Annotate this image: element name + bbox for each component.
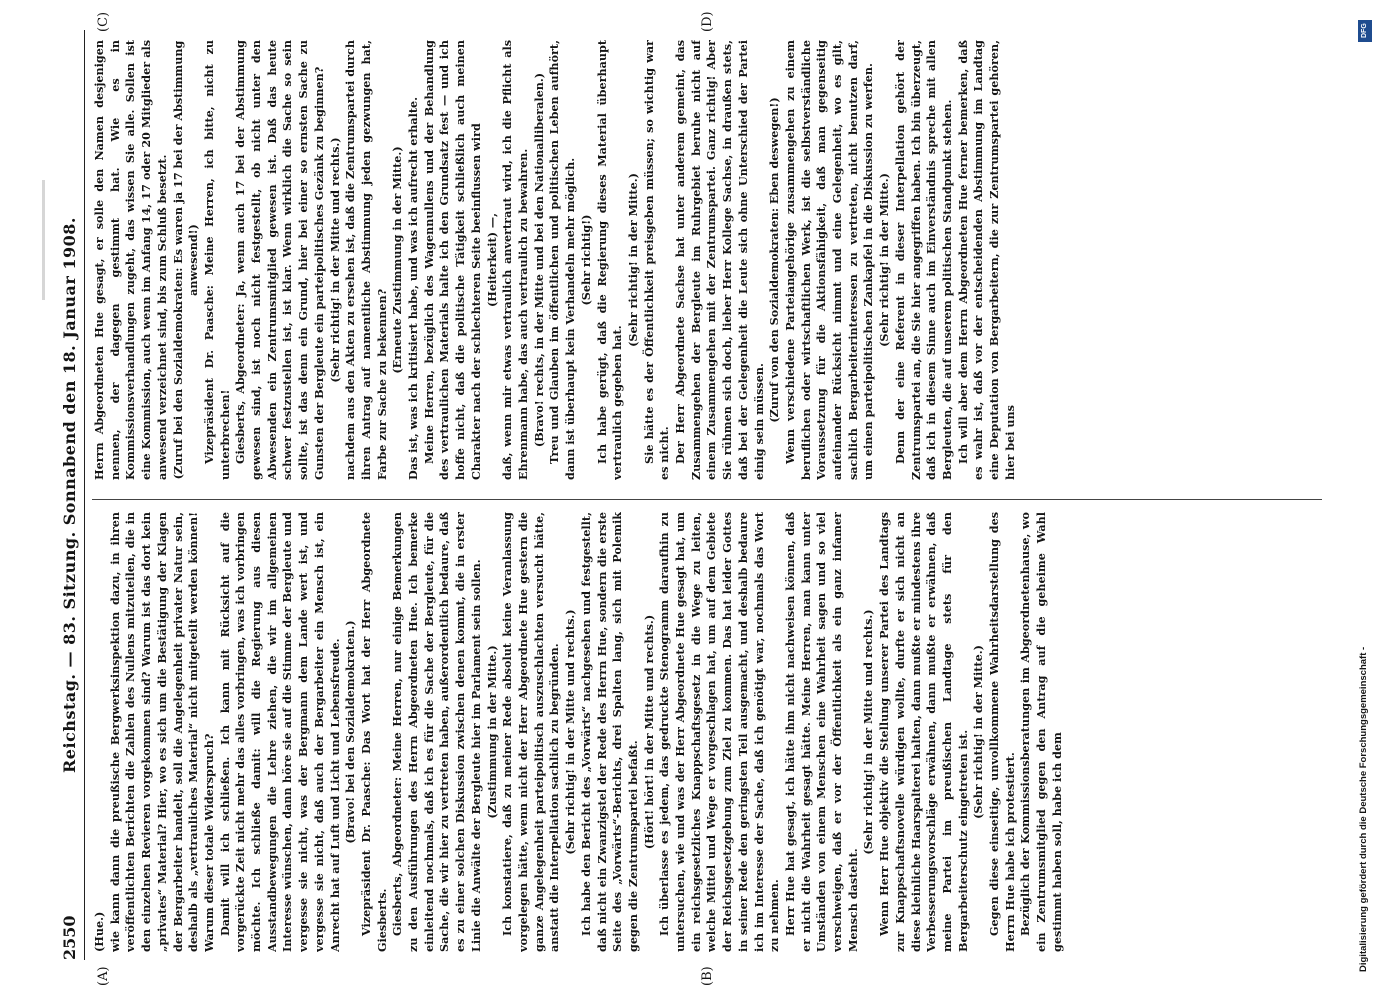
page-title: Reichstag. — 83. Sitzung. Sonnabend den 18. Januar 1908. (60, 217, 79, 773)
paragraph: Denn der eine Referent in dieser Interpellation gehört der Zentrumspartei an, die Sie hier angegriffen haben. Ich bin überzeugt, daß ich in diesem Sinne auch im Einverständnis spreche mit allen Bergleuten, die auf unserem politischen Standpunkt stehen. (892, 40, 954, 480)
interjection: (Bravo! rechts, in der Mitte und bei den Nationalliberalen.) (531, 72, 546, 448)
paragraph: Giesberts, Abgeordneter: Ja, wenn auch 17 bei der Abstimmung gewesen sind, ist noch nicht festgestellt, ob nicht unter den Abwesenden ein Zentrumsmitglied gewesen ist. Daß das heute schwer festzustellen ist, ist klar. Wenn wirklich die Sache so sein sollte, ist das denn ein Grund, hier bei einer so ernsten Sache zu Gunsten der Bergleute ein parteipolitisches Gezänk zu beginnen? (233, 40, 326, 480)
paragraph: Ich konstatiere, daß zu meiner Rede absolut keine Veranlassung vorgelegen hätte, wenn nicht der Herr Abgeordnete Hue gestern die ganze Angelegenheit parteipolitisch auszuschlachten versucht hätte, anstatt die Interpellation sachlich zu begründen. (500, 512, 562, 952)
paragraph: daß, wenn mir etwas vertraulich anvertraut wird, ich die Pflicht als Ehrenmann habe, das auch vertraulich zu bewahren. (500, 40, 530, 480)
margin-marker-a: (A) (96, 966, 111, 986)
credit-text: Digitalisierung gefördert durch die Deutsche Forschungsgemeinschaft - (1358, 646, 1369, 972)
page-number: 2550 (60, 915, 79, 960)
dfg-logo-icon: DFG (1358, 20, 1372, 42)
interjection: (Sehr richtig! in der Mitte.) (625, 173, 640, 347)
interjection: (Zustimmung in der Mitte.) (484, 645, 499, 819)
paragraph: Giesberts, Abgeordneter: Meine Herren, nur einige Bemerkungen zu den Ausführungen des Herrn Abgeordneten Hue. Ich bemerke einleitend nochmals, daß ich es für die Sache der Bergleute, für die Sache, die wir hier zu vertreten haben, außerordentlich bedaure, daß es zu einer solchen Diskussion zwischen denen kommt, die in erster Linie die Anwälte der Bergleute hier im Parlament sein sollen. (390, 512, 483, 952)
interjection: (Zuruf bei den Sozialdemokraten: Es waren ja 17 bei der Abstimmung anwesend!) (170, 40, 201, 480)
interjection: (Heiterkeit) —, (484, 213, 499, 307)
paragraph: Ich überlasse es jedem, das gedruckte Stenogramm daraufhin zu untersuchen, wie und was der Herr Abgeordnete Hue gesagt hat, um ein reichsgesetzliches Knappschaftsgesetz in die Wege zu leiten, welche Mittel und Wege er vorgeschlagen hat, um auf dem Gebiete der Reichsgesetzgebung zum Ziel zu kommen. Das hat leider Gottes in seiner Rede den geringsten Teil ausgemacht, und deshalb bedaure ich im Interesse der Sache, daß ich genötigt war, nochmals das Wort zu nehmen. (657, 512, 782, 952)
paragraph: Ich habe den Bericht des „Vorwärts“ nachgesehen und festgestellt, daß nicht ein Zwanzigstel der Rede des Herrn Hue, sondern die erste Seite des „Vorwärts“-Berichts, drei Spalten lang, sich mit Polemik gegen die Zentrumspartei befaßt. (578, 512, 640, 952)
column-divider (92, 499, 1322, 500)
paragraph: Wenn verschiedene Parteiangehörige zusammengehen zu einem beruflichen oder wirtschaftlichen Werk, ist die selbstverständliche Voraussetzung für die Aktionsfähigkeit, daß man gegenseitig aufeinander Rücksicht nimmt und eine Gelegenheit, wo es gilt, sachlich Bergarbeiterinteressen zu vertreten, nicht benutzen darf, um einen parteipolitischen Zankapfel in die Diskussion zu werfen. (782, 40, 876, 480)
page-header (58, 30, 85, 960)
interjection: (Hört! hört! in der Mitte und rechts.) (641, 614, 656, 850)
interjection: (Sehr richtig! in der Mitte.) (877, 173, 892, 347)
right-text-column (92, 40, 1322, 480)
margin-marker-b: (B) (700, 966, 715, 986)
paragraph: Sie hätte es der Öffentlichkeit preisgeben müssen; so wichtig war es nicht. (641, 40, 672, 480)
paragraph: Meine Herren, bezüglich des Wagennullens und der Behandlung des vertraulichen Materials halte ich den Grundsatz fest — und ich hoffe nicht, daß die politische Tätigkeit schließlich auch meinen Charakter nach der schlechteren Seite beeinflussen wird (421, 40, 483, 480)
paragraph: Herrn Abgeordneten Hue gesagt, er solle den Namen desjenigen nennen, der dagegen gestimmt hat. Wie es in Kommissionsverhandlungen zugeht, das wissen Sie alle. Sollen ist eine Kommission, auch wenn im Anfang 14, 17 oder 20 Mitglieder als anwesend verzeichnet sind, bis zum Schluß besetzt. (92, 40, 169, 480)
scan-smudge (42, 180, 45, 300)
paragraph: wie kann dann die preußische Bergwerksinspektion dazu, in ihren veröffentlichten Berichten die Zahlen des Nullens mitzuteilen, die in den einzelnen Revieren vorgekommen sind? Warum ist das dort kein „privates“ Material? Hier, wo es sich um die Bestätigung der Klagen der Bergarbeiter handelt, soll die Angelegenheit privater Natur sein, deshalb als „vertrauliches Material“ nicht mitgeteilt werden können! Warum dieser totale Widerspruch? (107, 512, 216, 952)
paragraph: Treu und Glauben im öffentlichen und politischen Leben aufhört, dann ist überhaupt kein Verhandeln mehr möglich. (547, 40, 578, 480)
digitization-credit (1358, 12, 1372, 992)
left-text-column (92, 512, 1322, 952)
interjection: (Bravo! bei den Sozialdemokraten.) (343, 620, 358, 844)
paragraph: Vizepräsident Dr. Paasche: Meine Herren, ich bitte, nicht zu unterbrechen! (201, 40, 232, 480)
margin-marker-c: (C) (96, 11, 111, 32)
interjection: (Sehr richtig! in der Mitte.) (971, 645, 986, 819)
paragraph: Wenn Herr Hue objektiv die Stellung unserer Partei des Landtags zur Knappschaftsnovelle würdigen wollte, durfte er sich nicht an diese kleinliche Haarspalterei halten, dann mußte er mindestens ihre Verbesserungsvorschläge erwähnen, dann mußte er erwähnen, daß meine Partei im preußischen Landtage stets für den Bergarbeiterschutz eingetreten ist. (877, 512, 970, 952)
margin-marker-d: (D) (700, 11, 715, 32)
interjection: (Sehr richtig! in der Mitte und rechts.) (563, 609, 578, 855)
interjection: (Erneute Zustimmung in der Mitte.) (390, 146, 405, 374)
paragraph: Bezüglich der Kommissionsberatungen im Abgeordnetenhause, wo ein Zentrumsmitglied gegen den Antrag auf die geheime Wahl gestimmt haben soll, habe ich dem (1018, 512, 1064, 952)
paragraph: Ich habe gerügt, daß die Regierung dieses Material überhaupt vertraulich gegeben hat. (594, 40, 625, 480)
interjection: (Sehr richtig! in der Mitte und rechts.) (327, 137, 342, 383)
paragraph: Herr Hue hat gesagt, ich hätte ihm nicht nachweisen können, daß er nicht die Wahrheit gesagt hätte. Meine Herren, man kann unter Umständen von einem Menschen eine Wahrheit sagen und so viel verschweigen, daß er vor der Öffentlichkeit als ein ganz infamer Mensch dasteht. (782, 512, 860, 952)
paragraph: Ich will aber dem Herrn Abgeordneten Hue ferner bemerken, daß es wahr ist, daß vor der entscheidenden Abstimmung im Landtag eine Deputation von Bergarbeitern, die zur Zentrumspartei gehören, hier bei uns (955, 40, 1017, 480)
paragraph: Damit will ich schließen. Ich kann mit Rücksicht auf die vorgerückte Zeit nicht mehr das alles vorbringen, was ich vorbringen möchte. Ich schließe damit: will die Regierung aus diesen Ausstandbewegungen die Lehre ziehen, die wir im allgemeinen Interesse wünschen, dann höre sie auf die Stimme der Bergleute und vergesse sie nicht, was der Bergmann dem Lande wert ist, und vergesse sie nicht, daß auch der Bergarbeiter ein Mensch ist, ein Anrecht hat auf Luft und Licht und Lebensfreude. (217, 512, 342, 952)
paragraph: (Hue.) (92, 911, 106, 952)
interjection: (Zuruf von den Sozialdemokraten: Eben deswegen!) (767, 97, 782, 423)
interjection: (Sehr richtig!) (578, 214, 593, 306)
paragraph: nachdem aus den Akten zu ersehen ist, daß die Zentrumspartei durch ihren Antrag auf namentliche Abstimmung jeden gezwungen hat, Farbe zur Sache zu bekennen? (343, 40, 389, 480)
paragraph: Der Herr Abgeordnete Sachse hat unter anderem gemeint, das Zusammengehen der Bergleute im Ruhrgebiet beruhe nicht auf einem Zusammengehen mit der Zentrumspartei. Ganz richtig! Aber Sie rühmen sich doch, lieber Herr Kollege Sachse, in draußen stets, daß bei der Gelegenheit die Leute sich ohne Unterschied der Partei einig sein müssen. (673, 40, 766, 480)
paragraph: Gegen diese einseitige, unvollkommene Wahrheitsdarstellung des Herrn Hue habe ich protestiert. (987, 512, 1017, 952)
interjection: (Sehr richtig! in der Mitte und rechts.) (861, 609, 876, 855)
paragraph: Das ist, was ich kritisiert habe, und was ich aufrecht erhalte. (406, 96, 421, 480)
paragraph: Vizepräsident Dr. Paasche: Das Wort hat der Herr Abgeordnete Giesberts. (358, 512, 389, 952)
